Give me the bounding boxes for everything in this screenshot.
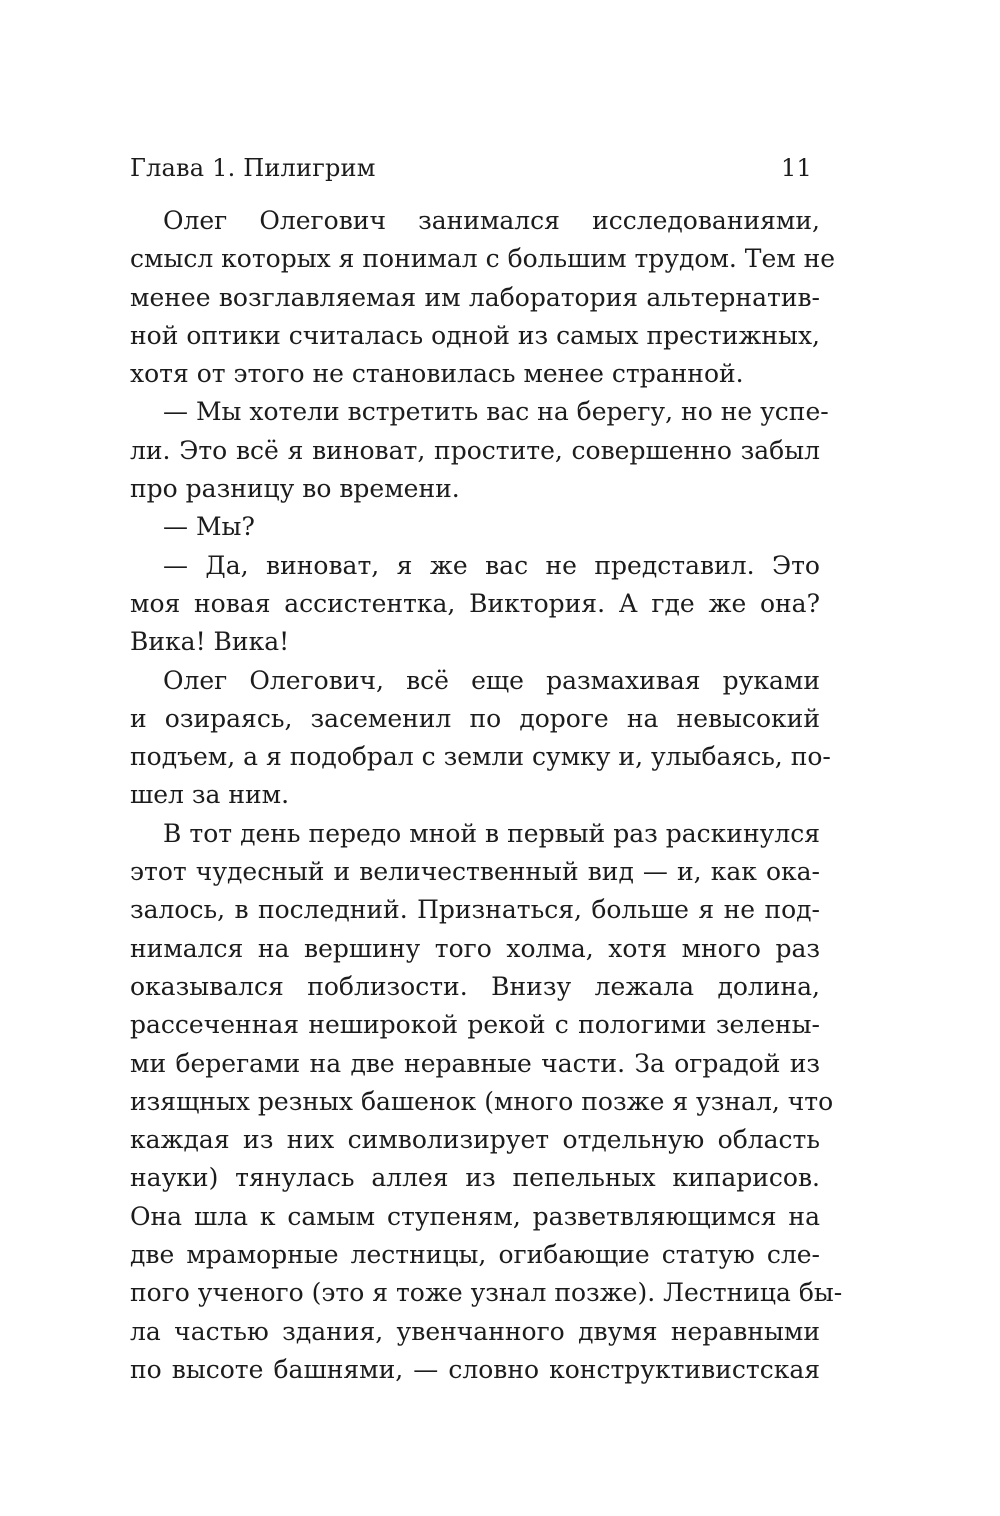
text-line: — Мы хотели встретить вас на берегу, но не успе- bbox=[163, 397, 829, 427]
text-line: изящных резных башенок (много позже я узнал, что bbox=[130, 1086, 834, 1116]
text-line: ли. Это всё я виноват, простите, совершенно забыл bbox=[130, 435, 820, 465]
text-line: по высоте башнями, — словно конструктивистская bbox=[130, 1354, 820, 1384]
text-line: менее возглавляемая им лаборатория альтернатив- bbox=[130, 282, 820, 312]
text-line: — Да, виноват, я же вас не представил. Это bbox=[163, 550, 820, 580]
text-line: Олег Олегович, всё еще размахивая руками bbox=[163, 665, 820, 695]
running-header bbox=[130, 146, 820, 190]
text-line: рассеченная неширокой рекой с пологими зелены- bbox=[130, 1010, 820, 1040]
text-line: подъем, а я подобрал с земли сумку и, улыбаясь, по- bbox=[130, 742, 831, 772]
text-line: пого ученого (это я тоже узнал позже). Лестница бы- bbox=[130, 1278, 843, 1308]
text-line: ла частью здания, увенчанного двумя неравными bbox=[130, 1316, 820, 1346]
text-line: Олег Олегович занимался исследованиями, bbox=[163, 206, 820, 235]
text-line: Она шла к самым ступеням, разветвляющимся на bbox=[130, 1201, 820, 1231]
text-line: шел за ним. bbox=[130, 780, 290, 810]
text-line: оказывался поблизости. Внизу лежала долина, bbox=[130, 971, 820, 1001]
page-number: 11 bbox=[781, 154, 812, 182]
text-line: ной оптики считалась одной из самых престижных, bbox=[130, 320, 820, 350]
text-line: про разницу во времени. bbox=[130, 474, 460, 504]
text-line: залось, в последний. Признаться, больше я не под- bbox=[130, 895, 820, 925]
text-line: каждая из них символизирует отдельную область bbox=[130, 1125, 820, 1155]
text-line: — Мы? bbox=[163, 512, 255, 542]
text-line: Вика! Вика! bbox=[130, 627, 290, 657]
text-line: нимался на вершину того холма, хотя много раз bbox=[130, 933, 820, 963]
text-line: В тот день передо мной в первый раз раскинулся bbox=[163, 818, 820, 848]
text-line: науки) тянулась аллея из пепельных кипарисов. bbox=[130, 1163, 820, 1193]
text-line: смысл которых я понимал с большим трудом. Тем не bbox=[130, 244, 836, 274]
chapter-title: Глава 1. Пилигрим bbox=[130, 154, 376, 182]
text-line: этот чудесный и величественный вид — и, как ока- bbox=[130, 857, 820, 887]
text-line: моя новая ассистентка, Виктория. А где же она? bbox=[130, 588, 820, 618]
book-page bbox=[130, 146, 843, 1389]
text-line: две мраморные лестницы, огибающие статую сле- bbox=[130, 1240, 820, 1270]
text-line: хотя от этого не становилась менее странной. bbox=[130, 359, 744, 389]
text-line: ми берегами на две неравные части. За оградой из bbox=[130, 1048, 820, 1078]
text-line: и озираясь, засеменил по дороге на невысокий bbox=[130, 703, 820, 733]
body-text bbox=[130, 202, 843, 1389]
